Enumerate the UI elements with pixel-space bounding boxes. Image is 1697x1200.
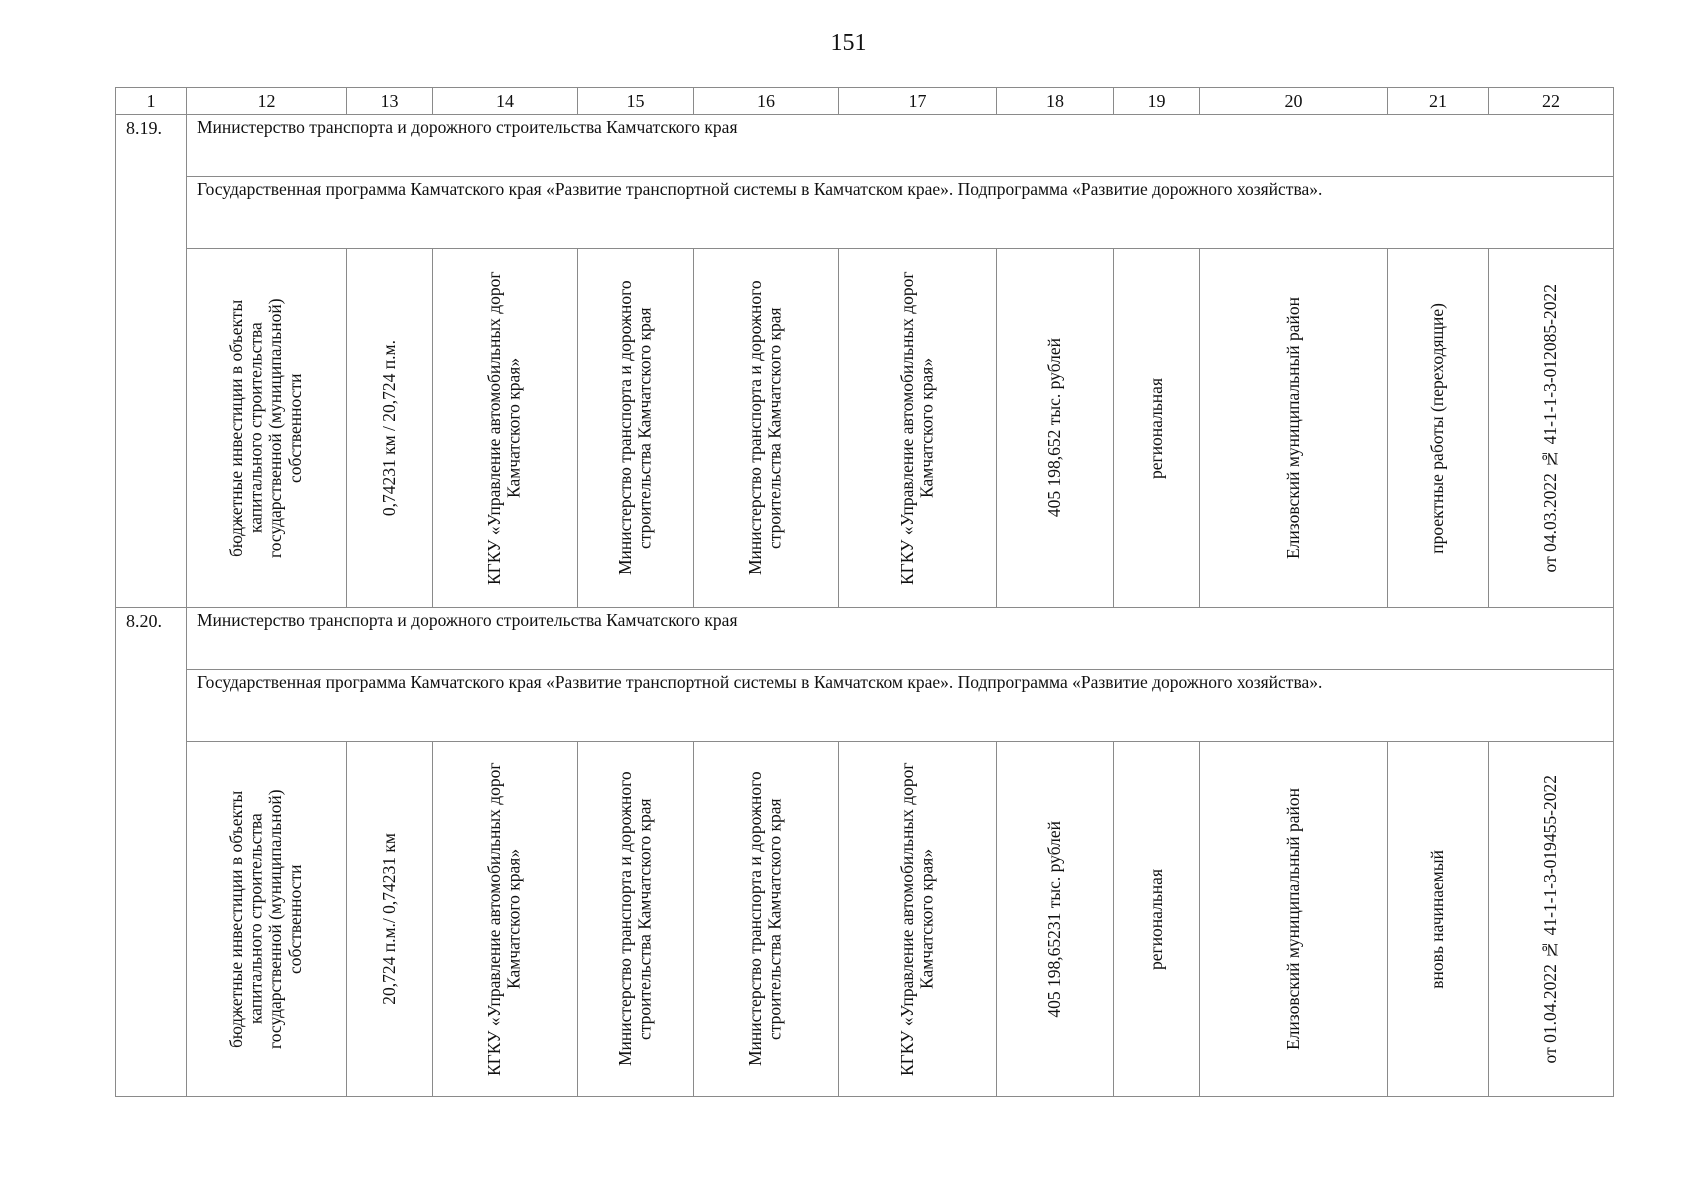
program-cell: Государственная программа Камчатского края «Развитие транспортной системы в Камчатском крае». Подпрограмма «Развитие дорожного хозяйства». [187,670,1614,742]
cell-text: региональная [1145,868,1166,970]
row-number: 8.19. [116,115,187,608]
organization-cell: Министерство транспорта и дорожного строительства Камчатского края [187,115,1614,177]
cell-text: Министерство транспорта и дорожного строительства Камчатского края [745,280,785,576]
table-row [116,177,1614,249]
cell-text: 405 198,65231 тыс. рублей [1044,820,1065,1018]
column-header: 1 [116,88,187,115]
table-cell [1114,742,1200,1097]
table-cell [997,249,1114,608]
column-header: 18 [997,88,1114,115]
cell-text: региональная [1145,377,1166,479]
header-row [116,88,1614,115]
table-cell [578,742,694,1097]
table-cell [347,742,433,1097]
table-row [116,249,1614,608]
cell-text: 20,724 п.м./ 0,74231 км [378,833,399,1005]
table-cell [1489,249,1614,608]
table-cell [694,742,839,1097]
table-row [116,115,1614,177]
cell-text: Елизовский муниципальный район [1282,296,1303,560]
column-header: 22 [1489,88,1614,115]
table-cell [997,742,1114,1097]
column-header: 17 [839,88,997,115]
column-header: 14 [433,88,578,115]
table-cell [433,249,578,608]
column-header: 21 [1388,88,1489,115]
table-cell [1114,249,1200,608]
cell-text: 405 198,652 тыс. рублей [1044,338,1065,518]
cell-text: бюджетные инвестиции в объекты капитального строительства государственной (муниципальной) собственности [226,789,306,1049]
page-number: 151 [830,30,867,56]
cell-text: КГКУ «Управление автомобильных дорог Камчатского края» [896,762,937,1076]
table-cell [433,742,578,1097]
cell-text: от 04.03.2022 № 41-1-1-3-012085-2022 [1540,283,1561,573]
cell-text: Министерство транспорта и дорожного строительства Камчатского края [614,771,655,1067]
table-cell [839,742,997,1097]
column-header: 12 [187,88,347,115]
table-cell [1388,249,1489,608]
table-cell [578,249,694,608]
table-cell [694,249,839,608]
table-cell [187,742,347,1097]
column-header: 19 [1114,88,1200,115]
cell-text: от 01.04.2022 № 41-1-1-3-019455-2022 [1540,774,1561,1064]
data-table [115,87,1614,1097]
cell-text: 0,74231 км / 20,724 п.м. [378,339,399,517]
cell-text: Елизовский муниципальный район [1282,787,1303,1051]
table-row [116,742,1614,1097]
column-header: 13 [347,88,433,115]
cell-text: вновь начинаемый [1427,849,1448,989]
program-cell: Государственная программа Камчатского края «Развитие транспортной системы в Камчатском крае». Подпрограмма «Развитие дорожного хозяйства». [187,177,1614,249]
table-row [116,608,1614,670]
cell-text: КГКУ «Управление автомобильных дорог Камчатского края» [484,762,524,1076]
cell-text: бюджетные инвестиции в объекты капитального строительства государственной (муниципальной) собственности [226,298,306,558]
column-header: 16 [694,88,839,115]
table-cell [1200,742,1388,1097]
column-header: 15 [578,88,694,115]
column-header: 20 [1200,88,1388,115]
table-cell [187,249,347,608]
table-cell [347,249,433,608]
table-cell [1200,249,1388,608]
table-cell [1388,742,1489,1097]
table-cell [1489,742,1614,1097]
cell-text: КГКУ «Управление автомобильных дорог Камчатского края» [484,271,524,585]
cell-text: Министерство транспорта и дорожного строительства Камчатского края [745,771,785,1067]
table-cell [839,249,997,608]
organization-cell: Министерство транспорта и дорожного строительства Камчатского края [187,608,1614,670]
table-row [116,670,1614,742]
cell-text: Министерство транспорта и дорожного строительства Камчатского края [614,280,655,576]
cell-text: проектные работы (переходящие) [1427,302,1448,554]
cell-text: КГКУ «Управление автомобильных дорог Камчатского края» [896,271,937,585]
row-number: 8.20. [116,608,187,1097]
